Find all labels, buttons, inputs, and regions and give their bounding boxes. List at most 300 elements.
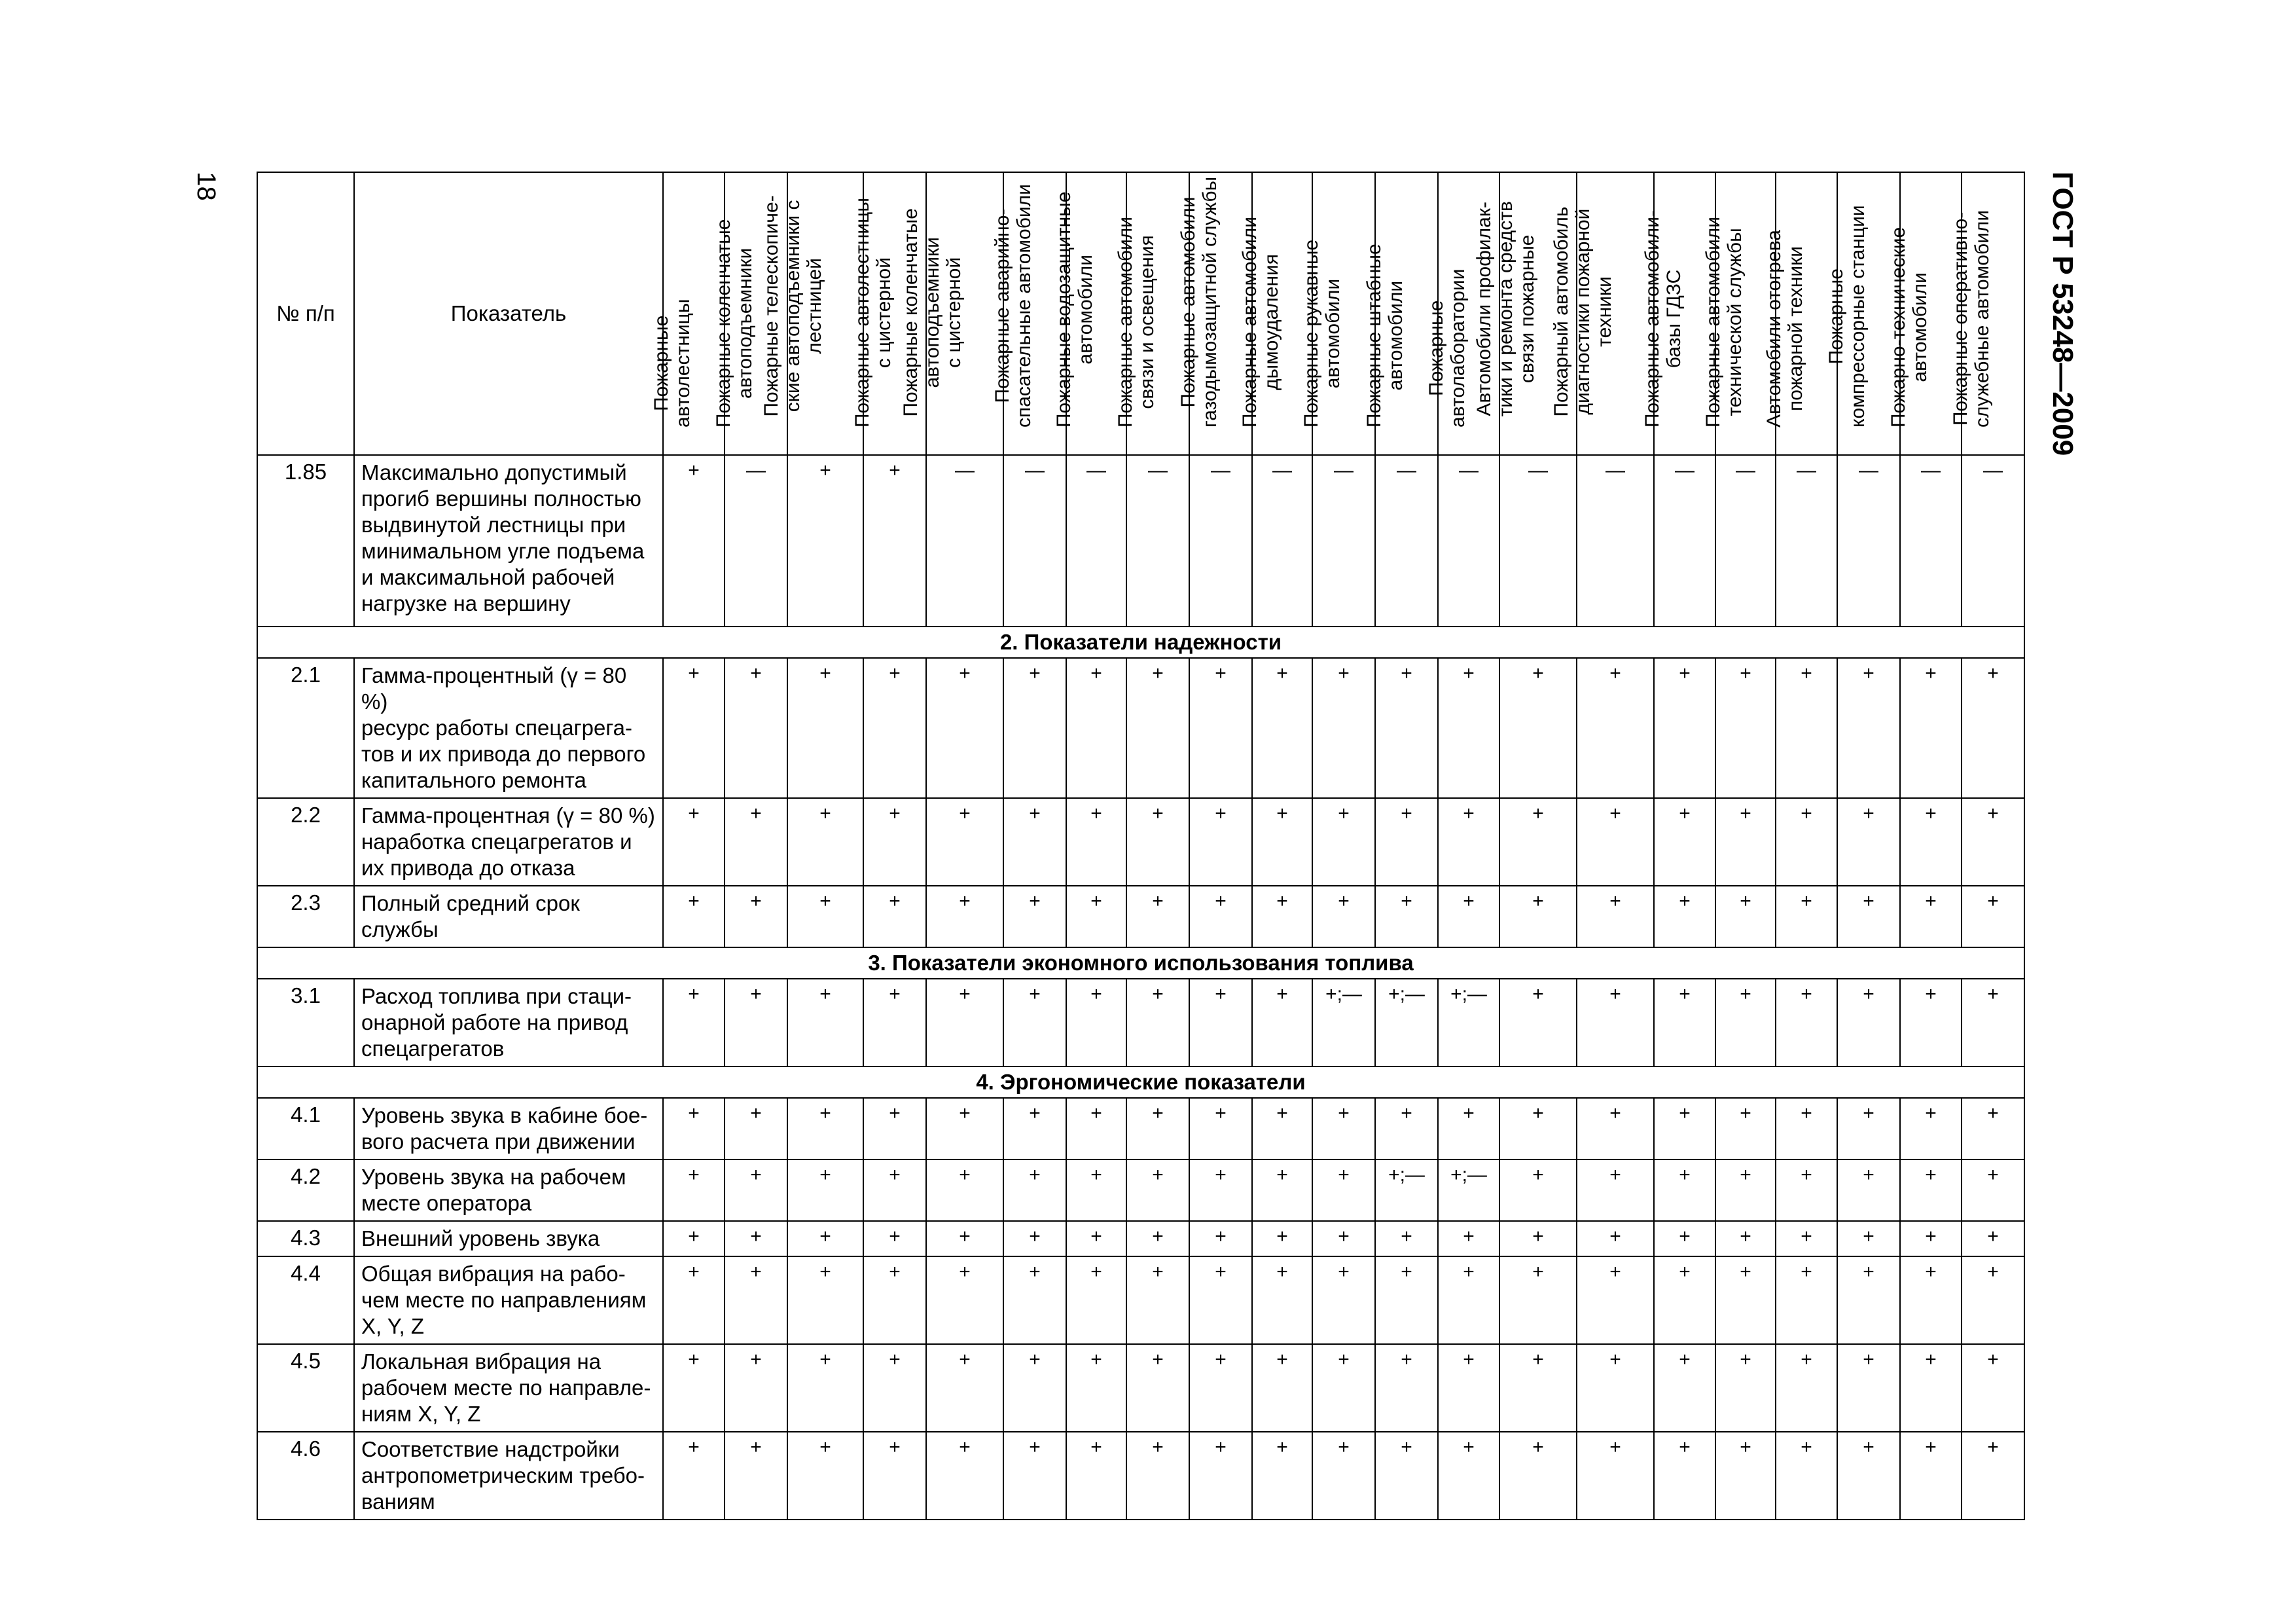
indicator-line: прогиб вершины полностью: [361, 486, 641, 511]
value-cell: +: [1189, 1221, 1252, 1256]
header-column-line: Пожарные штабные: [1363, 244, 1385, 428]
table-row: [257, 1098, 2024, 1159]
value-cell: +: [1837, 1344, 1900, 1432]
value-cell: +: [1126, 798, 1189, 886]
value-cell: +: [1252, 1159, 1312, 1221]
header-column-line: автомобили: [1909, 272, 1931, 382]
indicator-text: [354, 1221, 663, 1256]
value-cell: +: [1962, 1221, 2024, 1256]
value-cell: +: [1375, 1098, 1438, 1159]
value-cell: +: [1499, 1256, 1577, 1344]
value-cell: +: [1438, 886, 1499, 947]
value-cell: +: [1252, 979, 1312, 1067]
value-cell: +: [663, 1221, 725, 1256]
indicator-text: [354, 658, 663, 798]
indicator-line: капитального ремонта: [361, 768, 586, 792]
value-cell: +: [1962, 1098, 2024, 1159]
indicator-line: Соответствие надстройки: [361, 1437, 620, 1461]
value-cell: —: [1776, 455, 1837, 627]
document-title: [2039, 172, 2092, 456]
header-column-line: компрессорные станции: [1847, 205, 1869, 428]
value-cell: +: [1837, 1256, 1900, 1344]
value-cell: +: [1776, 1344, 1837, 1432]
indicator-text: [354, 1159, 663, 1221]
value-cell: +: [1577, 886, 1654, 947]
value-cell: —: [1126, 455, 1189, 627]
value-cell: +: [1577, 1098, 1654, 1159]
value-cell: +: [1900, 1221, 1962, 1256]
value-cell: +: [1499, 886, 1577, 947]
value-cell: +: [1499, 1432, 1577, 1520]
value-cell: +: [863, 798, 926, 886]
header-indicator: Показатель: [354, 172, 663, 455]
indicator-line: Уровень звука в кабине бое-: [361, 1103, 648, 1127]
header-column-line: автомобили: [1322, 278, 1344, 389]
value-cell: +: [1189, 658, 1252, 798]
header-column-line: с цистерной: [873, 257, 895, 369]
value-cell: +: [1499, 798, 1577, 886]
value-cell: +: [1003, 798, 1066, 886]
value-cell: +: [1375, 1344, 1438, 1432]
value-cell: +: [1962, 1432, 2024, 1520]
value-cell: +: [1312, 1098, 1375, 1159]
value-cell: +: [1312, 1432, 1375, 1520]
value-cell: +: [926, 1432, 1003, 1520]
value-cell: —: [1438, 455, 1499, 627]
table-row: [257, 886, 2024, 947]
value-cell: +: [1499, 1344, 1577, 1432]
table-row: [257, 1432, 2024, 1520]
row-number: 4.5: [257, 1344, 354, 1432]
value-cell: +: [1577, 658, 1654, 798]
value-cell: +: [1654, 1221, 1715, 1256]
indicator-line: их привода до отказа: [361, 856, 575, 880]
value-cell: +: [1577, 979, 1654, 1067]
value-cell: —: [1900, 455, 1962, 627]
value-cell: +: [725, 886, 787, 947]
header-column-line: Пожарные: [651, 315, 672, 411]
value-cell: +;—: [1438, 1159, 1499, 1221]
value-cell: +: [1126, 886, 1189, 947]
value-cell: +: [926, 1256, 1003, 1344]
header-column-line: автолаборатории: [1447, 268, 1469, 428]
value-cell: +;—: [1375, 1159, 1438, 1221]
header-column-line: лестницей: [804, 258, 825, 354]
value-cell: +: [725, 798, 787, 886]
value-cell: +: [1375, 886, 1438, 947]
header-column-line: ские автоподъемники с: [782, 200, 804, 412]
header-column-line: пожарной техники: [1785, 246, 1806, 412]
value-cell: +: [1577, 1159, 1654, 1221]
indicator-line: Расход топлива при стаци-: [361, 984, 632, 1008]
row-number: 3.1: [257, 979, 354, 1067]
value-cell: +: [787, 798, 863, 886]
value-cell: —: [725, 455, 787, 627]
table-row: [257, 798, 2024, 886]
value-cell: +: [1126, 1221, 1189, 1256]
value-cell: +: [1189, 1432, 1252, 1520]
value-cell: +: [1577, 1221, 1654, 1256]
value-cell: —: [1715, 455, 1776, 627]
row-number: 4.2: [257, 1159, 354, 1221]
value-cell: +: [1126, 1432, 1189, 1520]
value-cell: +: [725, 1344, 787, 1432]
value-cell: +: [1715, 798, 1776, 886]
value-cell: +: [926, 658, 1003, 798]
value-cell: +: [1252, 1432, 1312, 1520]
header-column-line: Пожарные автомобили: [1177, 196, 1199, 408]
indicator-line: ниям X, Y, Z: [361, 1402, 481, 1426]
value-cell: —: [1003, 455, 1066, 627]
header-column-line: Пожарные автомобили-: [1641, 210, 1663, 428]
value-cell: +: [926, 979, 1003, 1067]
value-cell: +: [1189, 886, 1252, 947]
value-cell: +: [1715, 1098, 1776, 1159]
value-cell: +: [1715, 979, 1776, 1067]
header-column-line: базы ГДЗС: [1663, 269, 1685, 369]
section-title: 3. Показатели экономного использования топлива: [257, 947, 2024, 979]
value-cell: +: [1312, 658, 1375, 798]
value-cell: +: [1375, 798, 1438, 886]
value-cell: +: [1962, 979, 2024, 1067]
value-cell: —: [1577, 455, 1654, 627]
value-cell: +: [863, 658, 926, 798]
value-cell: +: [1312, 1159, 1375, 1221]
header-column-line: Пожарные автомобили: [1702, 216, 1724, 428]
header-column-line: Пожарные: [1426, 300, 1447, 396]
value-cell: +: [1189, 1098, 1252, 1159]
value-cell: +: [663, 1344, 725, 1432]
value-cell: +: [1715, 1256, 1776, 1344]
value-cell: +: [1715, 886, 1776, 947]
value-cell: +: [1900, 658, 1962, 798]
value-cell: +: [1962, 1344, 2024, 1432]
header-column-line: Пожарный автомобиль: [1551, 206, 1572, 417]
header-column-line: Пожарные оперативно-: [1950, 211, 1971, 426]
table-row: [257, 1221, 2024, 1256]
value-cell: +: [725, 979, 787, 1067]
header-column-line: Пожарные коленчатые: [713, 219, 734, 428]
value-cell: +: [1126, 1256, 1189, 1344]
value-cell: +: [1066, 798, 1126, 886]
value-cell: +: [1312, 886, 1375, 947]
table-header-row: [257, 172, 2024, 455]
value-cell: —: [1252, 455, 1312, 627]
row-number: 4.4: [257, 1256, 354, 1344]
value-cell: +: [863, 979, 926, 1067]
value-cell: +: [863, 1256, 926, 1344]
value-cell: +: [787, 1221, 863, 1256]
value-cell: +: [1900, 886, 1962, 947]
indicator-line: ваниям: [361, 1489, 435, 1514]
value-cell: +: [1577, 1432, 1654, 1520]
value-cell: +: [1003, 658, 1066, 798]
value-cell: +;—: [1438, 979, 1499, 1067]
value-cell: +: [1577, 1344, 1654, 1432]
value-cell: +: [1438, 798, 1499, 886]
value-cell: +: [1654, 886, 1715, 947]
value-cell: +: [1577, 1256, 1654, 1344]
value-cell: +: [1438, 1098, 1499, 1159]
header-column-line: газодымозащитной службы: [1199, 176, 1221, 428]
table-row: [257, 658, 2024, 798]
indicator-line: спецагрегатов: [361, 1036, 505, 1061]
indicator-line: Внешний уровень звука: [361, 1226, 600, 1250]
value-cell: +: [1438, 658, 1499, 798]
indicator-text: [354, 1098, 663, 1159]
value-cell: +: [663, 1159, 725, 1221]
value-cell: +: [1003, 979, 1066, 1067]
value-cell: +: [1837, 979, 1900, 1067]
indicators-table: [257, 172, 2025, 1520]
value-cell: +: [863, 1432, 926, 1520]
value-cell: +: [1499, 1221, 1577, 1256]
section-row: [257, 627, 2024, 658]
indicator-line: Гамма-процентный (γ = 80 %): [361, 663, 627, 714]
document-title-text: ГОСТ Р 53248—2009: [2047, 172, 2079, 456]
value-cell: +: [1003, 1432, 1066, 1520]
value-cell: +: [863, 1344, 926, 1432]
value-cell: —: [1837, 455, 1900, 627]
indicator-line: чем месте по направлениям: [361, 1288, 647, 1312]
value-cell: +: [1312, 1256, 1375, 1344]
row-number: 2.2: [257, 798, 354, 886]
indicator-text: [354, 1344, 663, 1432]
indicator-line: и максимальной рабочей: [361, 565, 615, 589]
header-column-line: Автомобили профилак-: [1473, 202, 1495, 416]
value-cell: +: [1654, 1256, 1715, 1344]
row-number: 4.3: [257, 1221, 354, 1256]
indicator-line: выдвинутой лестницы при: [361, 513, 626, 537]
value-cell: +: [863, 1159, 926, 1221]
value-cell: +: [1837, 658, 1900, 798]
value-cell: —: [1499, 455, 1577, 627]
value-cell: +: [1375, 1256, 1438, 1344]
value-cell: +: [1776, 1159, 1837, 1221]
value-cell: +: [1654, 1344, 1715, 1432]
value-cell: +: [1189, 1344, 1252, 1432]
value-cell: +: [725, 1432, 787, 1520]
value-cell: +: [926, 1098, 1003, 1159]
value-cell: +: [787, 886, 863, 947]
header-column-line: спасательные автомобили: [1013, 184, 1035, 428]
header-column-line: Пожарно-технические: [1888, 227, 1909, 428]
value-cell: —: [1312, 455, 1375, 627]
value-cell: +: [787, 1432, 863, 1520]
value-cell: —: [1375, 455, 1438, 627]
value-cell: +: [863, 455, 926, 627]
section-title: 2. Показатели надежности: [257, 627, 2024, 658]
value-cell: +: [1715, 658, 1776, 798]
value-cell: +: [663, 1256, 725, 1344]
value-cell: +: [1654, 1432, 1715, 1520]
value-cell: +: [1776, 1256, 1837, 1344]
value-cell: +: [1776, 798, 1837, 886]
value-cell: +: [1962, 886, 2024, 947]
value-cell: +: [1715, 1159, 1776, 1221]
value-cell: +: [1189, 798, 1252, 886]
value-cell: +: [1962, 658, 2024, 798]
header-column-line: техники: [1594, 276, 1615, 347]
value-cell: +: [1900, 1432, 1962, 1520]
value-cell: +: [1312, 798, 1375, 886]
indicator-line: вого расчета при движении: [361, 1129, 636, 1154]
header-column-line: технической службы: [1724, 228, 1746, 416]
value-cell: +: [1066, 1256, 1126, 1344]
value-cell: —: [926, 455, 1003, 627]
value-cell: +: [1438, 1256, 1499, 1344]
section-row: [257, 1067, 2024, 1098]
value-cell: +: [1066, 1432, 1126, 1520]
value-cell: +: [1654, 1098, 1715, 1159]
header-column-line: автомобили: [1385, 280, 1407, 391]
value-cell: +: [663, 886, 725, 947]
value-cell: +: [1066, 1159, 1126, 1221]
value-cell: +: [1375, 658, 1438, 798]
value-cell: +: [1066, 1098, 1126, 1159]
value-cell: +: [863, 1098, 926, 1159]
page-number: 18: [191, 172, 221, 201]
indicator-line: онарной работе на привод: [361, 1010, 628, 1034]
header-column-line: связи пожарные: [1516, 234, 1538, 384]
value-cell: +: [663, 455, 725, 627]
value-cell: +: [1837, 1432, 1900, 1520]
indicator-line: X, Y, Z: [361, 1314, 425, 1338]
value-cell: +: [663, 798, 725, 886]
value-cell: +: [787, 979, 863, 1067]
value-cell: +: [1776, 979, 1837, 1067]
value-cell: +: [1252, 1344, 1312, 1432]
value-cell: +: [1837, 1098, 1900, 1159]
value-cell: +: [1126, 1344, 1189, 1432]
value-cell: +: [1126, 1098, 1189, 1159]
indicator-line: рабочем месте по направле-: [361, 1376, 651, 1400]
value-cell: +: [725, 1256, 787, 1344]
value-cell: +: [1066, 658, 1126, 798]
indicator-line: Максимально допустимый: [361, 460, 627, 484]
value-cell: +: [1003, 1221, 1066, 1256]
indicator-line: месте оператора: [361, 1191, 532, 1215]
indicator-line: антропометрическим требо-: [361, 1463, 645, 1487]
value-cell: +: [926, 1344, 1003, 1432]
indicator-line: Общая вибрация на рабо-: [361, 1262, 626, 1286]
table-row: [257, 979, 2024, 1067]
value-cell: +: [725, 1098, 787, 1159]
value-cell: +: [1776, 1098, 1837, 1159]
indicator-line: минимальном угле подъема: [361, 539, 645, 563]
value-cell: +: [1499, 658, 1577, 798]
value-cell: +: [1375, 1432, 1438, 1520]
table-row: [257, 1159, 2024, 1221]
header-column-line: служебные автомобили: [1971, 210, 1993, 428]
value-cell: +: [1252, 886, 1312, 947]
header-column-line: связи и освещения: [1136, 235, 1158, 409]
header-column-line: Пожарные коленчатые: [900, 208, 922, 417]
value-cell: +: [1837, 1221, 1900, 1256]
value-cell: +: [1003, 1256, 1066, 1344]
value-cell: +: [787, 455, 863, 627]
indicator-text: [354, 455, 663, 627]
value-cell: +: [926, 1221, 1003, 1256]
value-cell: +: [787, 1159, 863, 1221]
header-column-line: автоподъемники: [734, 247, 756, 399]
value-cell: +: [1252, 1221, 1312, 1256]
header-column-line: автолестницы: [672, 299, 694, 428]
value-cell: +: [1375, 1221, 1438, 1256]
value-cell: +: [1252, 1098, 1312, 1159]
header-column-line: Пожарные аварийно-: [992, 208, 1013, 403]
value-cell: +: [1900, 1159, 1962, 1221]
value-cell: +: [1776, 1432, 1837, 1520]
section-title: 4. Эргономические показатели: [257, 1067, 2024, 1098]
value-cell: +: [1438, 1432, 1499, 1520]
value-cell: +: [1438, 1221, 1499, 1256]
value-cell: +: [863, 886, 926, 947]
indicator-line: ресурс работы спецагрега-: [361, 716, 632, 740]
header-column-line: диагностики пожарной: [1572, 208, 1594, 415]
value-cell: +: [1837, 1159, 1900, 1221]
value-cell: +;—: [1312, 979, 1375, 1067]
indicator-line: наработка спецагрегатов и: [361, 830, 632, 854]
indicator-text: [354, 798, 663, 886]
value-cell: +: [1900, 979, 1962, 1067]
value-cell: +: [663, 979, 725, 1067]
table-row: [257, 1344, 2024, 1432]
value-cell: +;—: [1375, 979, 1438, 1067]
value-cell: +: [1252, 1256, 1312, 1344]
indicator-line: службы: [361, 917, 439, 941]
value-cell: +: [1900, 1256, 1962, 1344]
header-column-line: дымоудаления: [1261, 253, 1282, 390]
header-column-line: Пожарные: [1825, 268, 1847, 365]
value-cell: +: [1715, 1344, 1776, 1432]
value-cell: +: [1962, 1256, 2024, 1344]
value-cell: +: [1066, 979, 1126, 1067]
value-cell: +: [1837, 798, 1900, 886]
indicator-line: нагрузке на вершину: [361, 591, 571, 615]
header-column-line: Пожарные рукавные: [1300, 239, 1322, 428]
indicator-text: [354, 1256, 663, 1344]
value-cell: +: [725, 1221, 787, 1256]
header-column-21: [1950, 172, 2024, 455]
value-cell: +: [1776, 1221, 1837, 1256]
row-number: 4.1: [257, 1098, 354, 1159]
value-cell: —: [1189, 455, 1252, 627]
row-number: 2.1: [257, 658, 354, 798]
value-cell: +: [1126, 1159, 1189, 1221]
indicator-line: Гамма-процентная (γ = 80 %): [361, 803, 655, 828]
value-cell: +: [1252, 658, 1312, 798]
row-number: 4.6: [257, 1432, 354, 1520]
value-cell: +: [1577, 798, 1654, 886]
indicator-line: тов и их привода до первого: [361, 742, 646, 766]
value-cell: +: [1715, 1432, 1776, 1520]
value-cell: +: [1499, 1098, 1577, 1159]
header-column-line: Автомобили отогрева: [1763, 230, 1785, 428]
value-cell: +: [1654, 979, 1715, 1067]
header-column-line: тики и ремонта средств: [1495, 201, 1516, 417]
value-cell: +: [663, 1098, 725, 1159]
value-cell: —: [1066, 455, 1126, 627]
value-cell: +: [1900, 798, 1962, 886]
header-column-line: Пожарные телескопиче-: [761, 195, 782, 417]
value-cell: —: [1654, 455, 1715, 627]
indicator-text: [354, 886, 663, 947]
indicator-text: [354, 1432, 663, 1520]
row-number: 2.3: [257, 886, 354, 947]
value-cell: +: [1252, 798, 1312, 886]
value-cell: +: [1654, 798, 1715, 886]
